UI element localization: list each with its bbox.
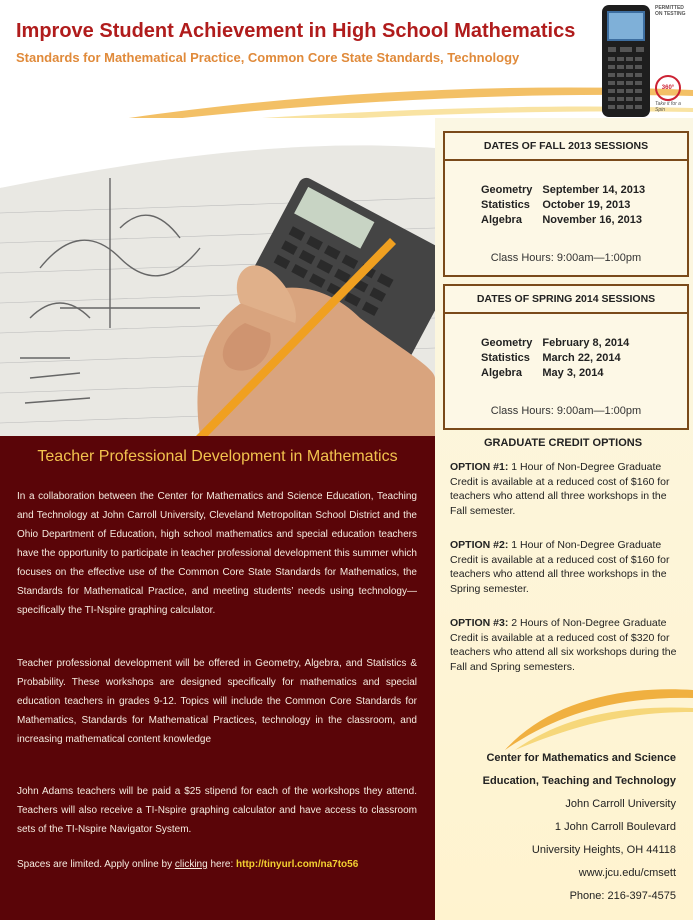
decorative-swoosh-bottom [505, 680, 693, 750]
stipend-paragraph: John Adams teachers will be paid a $25 stipend for each of the workshops they attend. Teachers will also receive a TI-Nspire graphing calculator and have access to classroom sets of the TI-Nspire Navigator System. [17, 786, 417, 835]
option-label: OPTION #3: [450, 617, 509, 629]
option-label: OPTION #2: [450, 539, 509, 551]
graduate-credit-title: GRADUATE CREDIT OPTIONS [483, 437, 643, 449]
university-name: John Carroll University [565, 798, 676, 810]
option-label: OPTION #1: [450, 461, 509, 473]
rotate-360-icon: 360° [655, 75, 681, 101]
session-row [481, 351, 639, 366]
section-title: Teacher Professional Development in Mathematics [37, 448, 398, 465]
session-subject: Geometry [481, 184, 533, 196]
session-subject: Statistics [481, 199, 530, 211]
apply-url-link[interactable]: http://tinyurl.com/na7to56 [236, 859, 359, 870]
session-row [481, 336, 639, 351]
session-row [481, 213, 655, 228]
credit-option-3 [450, 616, 682, 674]
session-date: February 8, 2014 [542, 337, 630, 349]
fall-sessions-table [481, 183, 655, 228]
street-address: 1 John Carroll Boulevard [554, 821, 676, 833]
session-subject: Statistics [481, 352, 530, 364]
session-date: September 14, 2013 [542, 184, 646, 196]
org-name-line2: Education, Teaching and Technology [482, 775, 676, 787]
apply-text-mid: here: [207, 859, 237, 870]
session-date: October 19, 2013 [542, 199, 631, 211]
session-date: November 16, 2013 [542, 214, 643, 226]
apply-paragraph [17, 855, 417, 874]
website-link[interactable]: www.jcu.edu/cmsett [578, 867, 676, 879]
testing-badge [655, 5, 689, 120]
calculator-product-image [600, 5, 652, 117]
spring-sessions-box [443, 284, 689, 430]
option-text: 2 Hours of Non-Degree Graduate Credit is available at a reduced cost of $320 for teachers who attend all six workshops during the Fall and Spring semesters. [450, 617, 677, 673]
contact-block [440, 747, 676, 908]
city-address: University Heights, OH 44118 [531, 844, 676, 856]
session-subject: Algebra [481, 367, 522, 379]
session-subject: Geometry [481, 337, 533, 349]
session-row [481, 198, 655, 213]
page-subtitle: Standards for Mathematical Practice, Common Core State Standards, Technology [16, 50, 520, 65]
fall-class-hours: Class Hours: 9:00am—1:00pm [490, 252, 642, 264]
take-it-for-a-spin-label: Take it for a Spin [655, 101, 681, 113]
credit-option-1 [450, 460, 682, 518]
spring-class-hours: Class Hours: 9:00am—1:00pm [490, 405, 642, 417]
clicking-link[interactable]: clicking [174, 859, 208, 870]
hero-photo-illustration [0, 118, 435, 436]
spring-sessions-header: DATES OF SPRING 2014 SESSIONS [445, 286, 687, 314]
spring-sessions-table [481, 336, 639, 381]
fall-sessions-box [443, 131, 689, 277]
fall-sessions-header: DATES OF FALL 2013 SESSIONS [445, 133, 687, 161]
option-text: 1 Hour of Non-Degree Graduate Credit is available at a reduced cost of $160 for teachers who attend all three workshops in the Fall semester. [450, 461, 670, 517]
page-title: Improve Student Achievement in High School Mathematics [16, 20, 576, 42]
apply-text: Spaces are limited. Apply online by [17, 859, 175, 870]
hero-photo-student-writing [0, 118, 435, 436]
org-name-line1: Center for Mathematics and Science [486, 752, 676, 764]
session-date: March 22, 2014 [542, 352, 621, 364]
phone-number: Phone: 216-397-4575 [569, 890, 676, 902]
credit-option-2 [450, 538, 682, 596]
session-subject: Algebra [481, 214, 522, 226]
session-row [481, 183, 655, 198]
option-text: 1 Hour of Non-Degree Graduate Credit is available at a reduced cost of $160 for teachers who attend all three workshops in the Spring semester. [450, 539, 670, 595]
session-row [481, 366, 639, 381]
intro-paragraph: In a collaboration between the Center for Mathematics and Science Education, Teaching and Technology at John Carroll University, Cleveland Metropolitan School District and the Ohio Department of Education, high school mathematics and special education teachers have the opportunity to participate in teacher professional development this summer which focuses on the effective use of the Common Core State Standards for Mathematics, the Standards for Mathematical Practice, and meeting students’ needs using technology—specifically the TI-Nspire graphing calculator. [17, 491, 417, 616]
session-date: May 3, 2014 [542, 367, 604, 379]
workshops-paragraph: Teacher professional development will be offered in Geometry, Algebra, and Statistics & Probability. These workshops are designed specifically for mathematics and special education teachers in grades 9-12. Topics will include the Common Core Standards for Mathematics, Standards for Mathematical Practices, technology in the classroom, and increasing mathematical content knowledge [17, 658, 417, 745]
permitted-testing-label: PERMITTED ON TESTING [655, 5, 686, 17]
